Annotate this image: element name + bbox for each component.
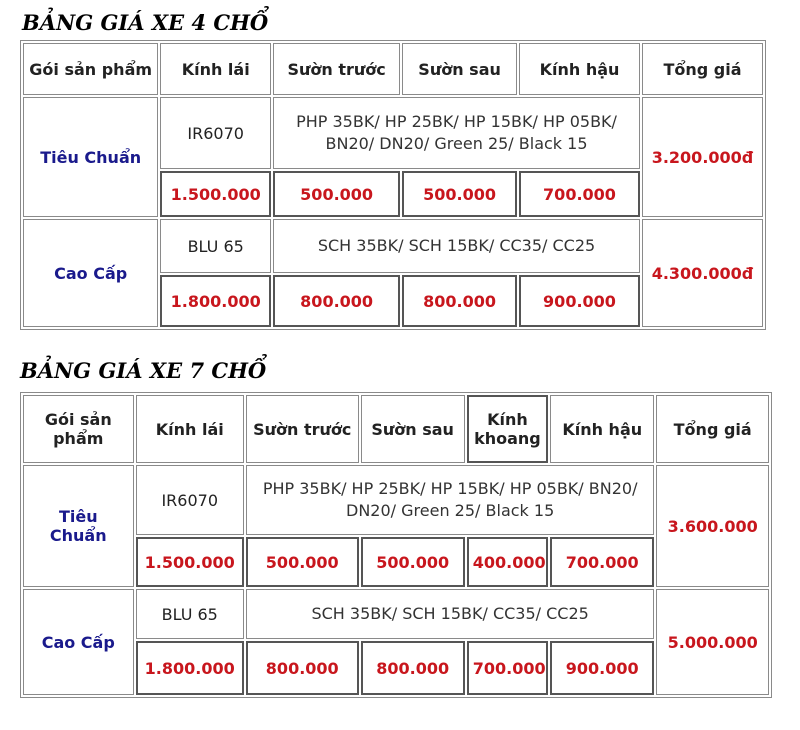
windshield-film: IR6070 — [136, 465, 244, 535]
price-windshield: 1.800.000 — [136, 641, 244, 695]
windshield-film: BLU 65 — [136, 589, 244, 639]
price-cabin-window: 400.000 — [467, 537, 548, 587]
windshield-film: IR6070 — [160, 97, 271, 169]
film-options: SCH 35BK/ SCH 15BK/ CC35/ CC25 — [246, 589, 654, 639]
price-rear-window: 900.000 — [550, 641, 654, 695]
table-4-seat-title: BẢNG GIÁ XE 4 CHỔ — [22, 10, 269, 35]
price-cabin-window: 700.000 — [467, 641, 548, 695]
table-row — [23, 465, 769, 535]
table-header-row — [23, 395, 769, 463]
header-front-side: Sườn trước — [273, 43, 400, 95]
total-price: 4.300.000đ — [642, 219, 763, 327]
header-package: Gói sản phẩm — [23, 395, 134, 463]
price-front-side: 500.000 — [273, 171, 400, 217]
total-price: 5.000.000 — [656, 589, 769, 695]
price-front-side: 800.000 — [246, 641, 359, 695]
price-windshield: 1.500.000 — [136, 537, 244, 587]
package-name: Tiêu Chuẩn — [23, 465, 134, 587]
price-rear-window: 900.000 — [519, 275, 640, 327]
header-front-side: Sườn trước — [246, 395, 359, 463]
header-package: Gói sản phẩm — [23, 43, 158, 95]
header-rear-window: Kính hậu — [519, 43, 640, 95]
price-rear-side: 800.000 — [402, 275, 517, 327]
package-name: Tiêu Chuẩn — [23, 97, 158, 217]
header-rear-window: Kính hậu — [550, 395, 654, 463]
price-windshield: 1.500.000 — [160, 171, 271, 217]
table-7-seat-title: BẢNG GIÁ XE 7 CHỔ — [20, 358, 267, 383]
header-rear-side: Sườn sau — [361, 395, 465, 463]
header-total: Tổng giá — [642, 43, 763, 95]
price-front-side: 800.000 — [273, 275, 400, 327]
price-rear-window: 700.000 — [519, 171, 640, 217]
film-options: PHP 35BK/ HP 25BK/ HP 15BK/ HP 05BK/ BN20/ DN20/ Green 25/ Black 15 — [246, 465, 654, 535]
package-name: Cao Cấp — [23, 219, 158, 327]
total-price: 3.200.000đ — [642, 97, 763, 217]
price-table-7-seat — [20, 392, 772, 698]
price-table-4-seat — [20, 40, 766, 330]
price-front-side: 500.000 — [246, 537, 359, 587]
package-name: Cao Cấp — [23, 589, 134, 695]
table-row — [23, 97, 763, 169]
price-rear-side: 800.000 — [361, 641, 465, 695]
price-rear-side: 500.000 — [402, 171, 517, 217]
table-row — [23, 219, 763, 273]
table-header-row — [23, 43, 763, 95]
header-total: Tổng giá — [656, 395, 769, 463]
header-rear-side: Sườn sau — [402, 43, 517, 95]
header-windshield: Kính lái — [136, 395, 244, 463]
table-row — [23, 589, 769, 639]
windshield-film: BLU 65 — [160, 219, 271, 273]
film-options: PHP 35BK/ HP 25BK/ HP 15BK/ HP 05BK/ BN20/ DN20/ Green 25/ Black 15 — [273, 97, 640, 169]
film-options: SCH 35BK/ SCH 15BK/ CC35/ CC25 — [273, 219, 640, 273]
header-cabin-window: Kính khoang — [467, 395, 548, 463]
price-rear-side: 500.000 — [361, 537, 465, 587]
price-rear-window: 700.000 — [550, 537, 654, 587]
header-windshield: Kính lái — [160, 43, 271, 95]
total-price: 3.600.000 — [656, 465, 769, 587]
price-windshield: 1.800.000 — [160, 275, 271, 327]
